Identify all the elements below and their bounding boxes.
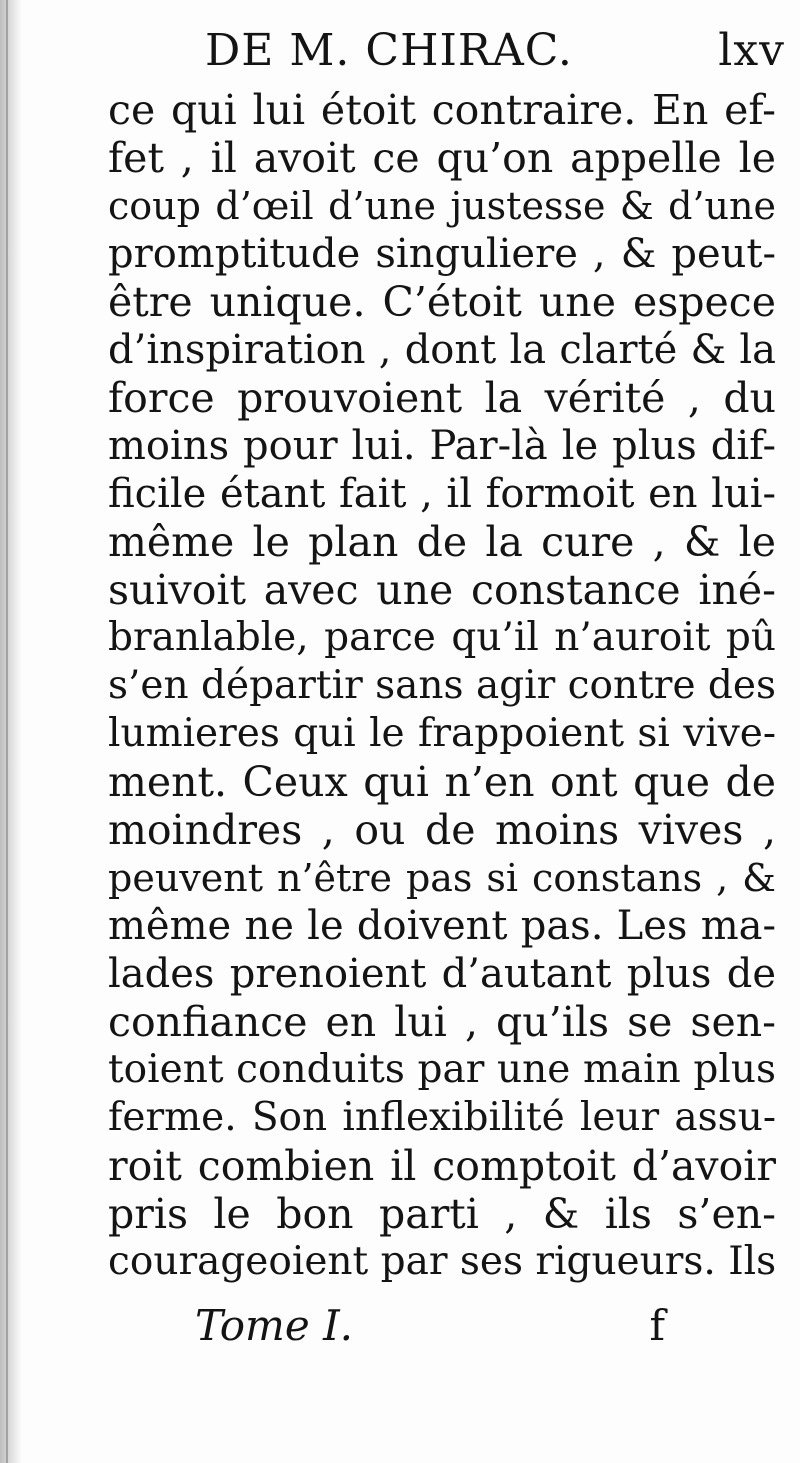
text-line: être unique. C’étoit une espece <box>108 278 776 326</box>
text-line: pris le bon parti , & ils s’en- <box>108 1190 776 1238</box>
text-line: promptitude singuliere , & peut- <box>108 231 776 277</box>
text-line: force prouvoient la vérité , du <box>108 374 776 422</box>
signature-mark: f <box>649 1301 665 1350</box>
running-head <box>205 20 785 82</box>
text-line: ce qui lui étoit contraire. En ef- <box>108 86 776 134</box>
text-line: lades prenoient d’autant plus de <box>108 951 776 997</box>
text-line: courageoient par ses rigueurs. Ils <box>108 1239 777 1284</box>
text-line: moins pour lui. Par-là le plus dif- <box>108 423 776 469</box>
text-line: suivoit avec une constance iné- <box>108 566 776 614</box>
text-line: toient conduits par une main plus <box>108 1047 776 1092</box>
text-line: même le plan de la cure , & le <box>108 518 776 566</box>
running-title: DE M. CHIRAC. <box>205 25 573 76</box>
text-line: ferme. Son inflexibilité leur assu- <box>108 1095 776 1140</box>
text-line: roit combien il comptoit d’avoir <box>108 1142 776 1190</box>
text-line: ficile étant fait , il formoit en lui- <box>108 471 776 517</box>
volume-label: Tome I. <box>195 1301 354 1350</box>
text-line: fet , il avoit ce qu’on appelle le <box>108 134 776 182</box>
text-line: peuvent n’être pas si constans , & <box>108 856 776 900</box>
gutter-line <box>6 0 8 1463</box>
text-line: confiance en lui , qu’ils se sen- <box>108 998 776 1046</box>
text-line: branlable, parce qu’il n’auroit pû <box>108 615 776 660</box>
text-line: d’inspiration , dont la clarté & la <box>108 327 776 373</box>
body-text <box>108 86 776 1286</box>
text-line: ment. Ceux qui n’en ont que de <box>108 758 776 806</box>
text-line: coup d’œil d’une justesse & d’une <box>108 184 776 228</box>
text-line: même ne le doivent pas. Les ma- <box>108 903 776 949</box>
page-footer <box>195 1296 665 1356</box>
text-line: s’en départir sans agir contre des <box>108 663 776 708</box>
gutter-shadow <box>0 0 22 1463</box>
page-number: lxv <box>718 25 785 76</box>
text-line: lumieres qui le frappoient si vive- <box>108 711 776 756</box>
text-line: moindres , ou de moins vives , <box>108 806 776 854</box>
